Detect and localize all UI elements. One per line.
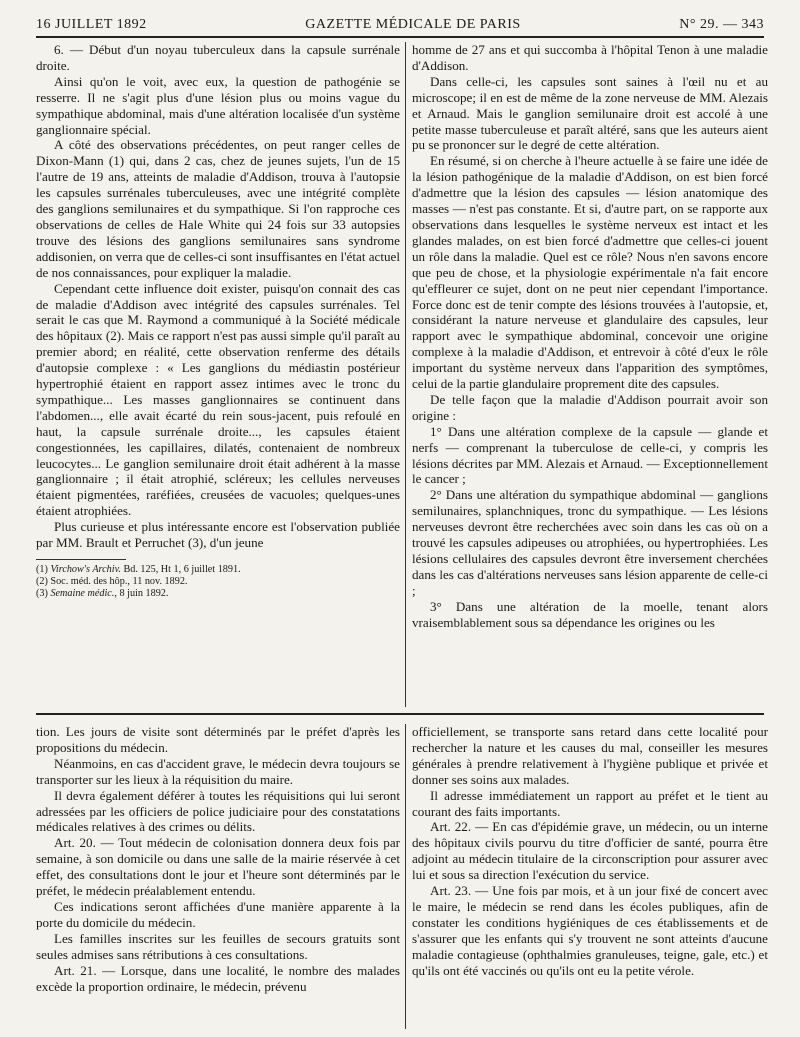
paragraph: officiellement, se transporte sans retard dans cette localité pour rechercher la nature et les causes du mal, conseiller les mesures générales à prendre relativement à l'hygiène publique et privée et donner ses soins aux malades.: [412, 724, 768, 787]
paragraph: 6. — Début d'un noyau tuberculeux dans la capsule surrénale droite.: [36, 42, 400, 73]
footnote-2: (2) Soc. méd. des hôp., 11 nov. 1892.: [36, 576, 188, 587]
bottom-left-column: [36, 724, 400, 994]
paragraph: Dans celle-ci, les capsules sont saines à l'œil nu et au microscope; il en est de même de la zone nerveuse de MM. Alezais et Arnaud. Mais le ganglion semilunaire droit est accolé à une petite masse tuberculeuse et paraît altéré, sans que les auteurs aient pu se prononcer sur le degré de cette altération.: [412, 73, 768, 153]
bottom-right-column: [412, 724, 768, 979]
footnote-3: (3) Semaine médic., 8 juin 1892.: [36, 588, 169, 599]
footnotes: [36, 564, 400, 600]
paragraph: tion. Les jours de visite sont déterminés par le préfet d'après les propositions du médecin.: [36, 724, 400, 755]
footnote-1: (1) Virchow's Archiv. Bd. 125, Ht 1, 6 juillet 1891.: [36, 564, 241, 575]
section-divider: [36, 713, 764, 715]
list-item: 3° Dans une altération de la moelle, tenant alors vraisemblablement sous sa dépendance les origines ou les: [412, 598, 768, 630]
top-left-column: [36, 42, 400, 600]
header-title: GAZETTE MÉDICALE DE PARIS: [305, 17, 521, 32]
paragraph: Il adresse immédiatement un rapport au préfet et le tient au courant des faits importants.: [412, 787, 768, 819]
article-21: Art. 21. — Lorsque, dans une localité, le nombre des malades excède la proportion ordinaire, le médecin, prévenu: [36, 962, 400, 994]
paragraph: Néanmoins, en cas d'accident grave, le médecin devra toujours se transporter sur les lieux à la réquisition du maire.: [36, 755, 400, 787]
column-divider-bottom: [405, 724, 406, 1029]
footnote-separator: [36, 559, 126, 560]
paragraph: Plus curieuse et plus intéressante encore est l'observation publiée par MM. Brault et Perruchet (3), d'un jeune: [36, 519, 400, 551]
list-item: 1° Dans une altération complexe de la capsule — glande et nerfs — comprenant la tuberculose de celle-ci, y compris les lésions décrites par MM. Alezais et Arnaud. — Exceptionnellement le cancer ;: [412, 423, 768, 487]
paragraph: Cependant cette influence doit exister, puisqu'on connait des cas de maladie d'Addison avec intégrité des capsules surrénales. Tel serait le cas que M. Raymond a communiqué à la Société médicale des hôpitaux (2). Mais ce rapport n'est pas aussi simple qu'il paraît au premier abord; en réalité, cette observation renferme des détails d'autopsie complexe : « Les ganglions du médiastin postérieur hypertrophié étaient en rapport assez intimes avec le tronc du sympathique... Les masses ganglionnaires se continuent dans l'abdomen..., elle avait écarté du rein sous-jacent, puis refoulé en haut, la capsule surrénale droite..., les capsules étaient congestionnées, les capillaires, dilatés, contenaient de nombreux leucocytes... Le ganglion semilunaire droit était adhérent à la masse ganglionnaire ; il était atrophié, scléreux; les cellules nerveuses étaient pigmentées, raréfiées, creusées de vacuoles; quelques-unes étaient atrophiées.: [36, 280, 400, 519]
article-22: Art. 22. — En cas d'épidémie grave, un médecin, ou un interne des hôpitaux civils pourvu du titre d'officier de santé, pourra être adjoint au médecin titulaire de la circonscription pour assurer avec lui et sous sa direction l'exécution du service.: [412, 819, 768, 883]
article-23: Art. 23. — Une fois par mois, et à un jour fixé de concert avec le maire, le médecin se rend dans les écoles publiques, afin de constater les conditions hygiéniques de ces établissements et de s'assurer que les enfants qui s'y trouvent ne sont atteints d'aucune maladie contagieuse (ophthalmies granuleuses, teigne, gale, etc.) et qu'ils ont été vaccinés ou qu'ils ont eu la petite vérole.: [412, 883, 768, 978]
paragraph: homme de 27 ans et qui succomba à l'hôpital Tenon à une maladie d'Addison.: [412, 42, 768, 73]
paragraph: En résumé, si on cherche à l'heure actuelle à se faire une idée de la lésion pathogénique de la maladie d'Addison, on est bien forcé d'admettre que la lésion des capsules — lésion anatomique des masses — n'est pas constante. Et si, d'autre part, on se rapporte aux observations dans lesquelles le système nerveux est intact et les glandes malades, on est bien forcé d'admettre que celles-ci jouent un rôle dans la maladie. Quel est ce rôle? Nous n'en savons encore que peu de chose, et la physiologie expérimentale n'a fait encore qu'effleurer ce sujet, dont on ne peut nier cependant l'importance. Force donc est de tenir compte des lésions trouvées à l'autopsie, et, considérant la nature nerveuse et glandulaire des capsules, leur rapport avec le sympathique abdominal, concevoir une origine complexe à la maladie d'Addison, et entrevoir à côté d'eux le rôle important du système nerveux dans l'apparition des symptômes, celui de la partie glandulaire proprement dite des capsules.: [412, 153, 768, 392]
page-header: [36, 14, 764, 38]
header-page-number: N° 29. — 343: [679, 17, 764, 32]
top-right-column: [412, 42, 768, 631]
paragraph: De telle façon que la maladie d'Addison pourrait avoir son origine :: [412, 391, 768, 423]
column-divider-top: [405, 42, 406, 707]
paragraph: Les familles inscrites sur les feuilles de secours gratuits sont seules admises sans rétributions à ces consultations.: [36, 930, 400, 962]
paragraph: A côté des observations précédentes, on peut ranger celles de Dixon-Mann (1) qui, dans 2 cas, chez de jeunes sujets, l'un de 15 l'autre de 19 ans, atteints de maladie d'Addison, trouva à l'autopsie les capsules surrénales tuberculeuses, avec une intégrité complète des ganglions semilunaires et du sympathique. Si l'on rapproche ces observations de celles de Hale White qui 24 fois sur 33 autopsies trouve des lésions des ganglions semilunaires sans syndrome addisonien, on verra que de celles-ci sont insuffisantes en l'état actuel de nos connaissances, pour expliquer la maladie.: [36, 137, 400, 280]
header-date: 16 JUILLET 1892: [36, 17, 147, 32]
paragraph: Ces indications seront affichées d'une manière apparente à la porte du domicile du médecin.: [36, 898, 400, 930]
article-20: Art. 20. — Tout médecin de colonisation donnera deux fois par semaine, à son domicile ou dans une salle de la mairie réservée à cet effet, des consultations dont le jour et l'heure sont déterminés par le préfet, le médecin préalablement entendu.: [36, 835, 400, 899]
list-item: 2° Dans une altération du sympathique abdominal — ganglions semilunaires, splanchniques, tronc du sympathique. — Les lésions nerveuses devront être recherchées avec soin dans les cas où on a trouvé les capsules adipeuses ou atrophiées, ou hypertrophiées. Les lésions cellulaires des capsules devront être inversement cherchées dans les cas d'altérations nerveuses sans lésion apparente de celle-ci ;: [412, 487, 768, 598]
paragraph: Ainsi qu'on le voit, avec eux, la question de pathogénie se resserre. Il ne s'agit plus d'une lésion plus ou moins vague du sympathique abdominal, mais d'une altération localisée d'un système ganglionnaire spécial.: [36, 73, 400, 137]
paragraph: Il devra également déférer à toutes les réquisitions qui lui seront adressées par les officiers de police judiciaire pour des constatations médicales relatives à des crimes ou délits.: [36, 787, 400, 835]
